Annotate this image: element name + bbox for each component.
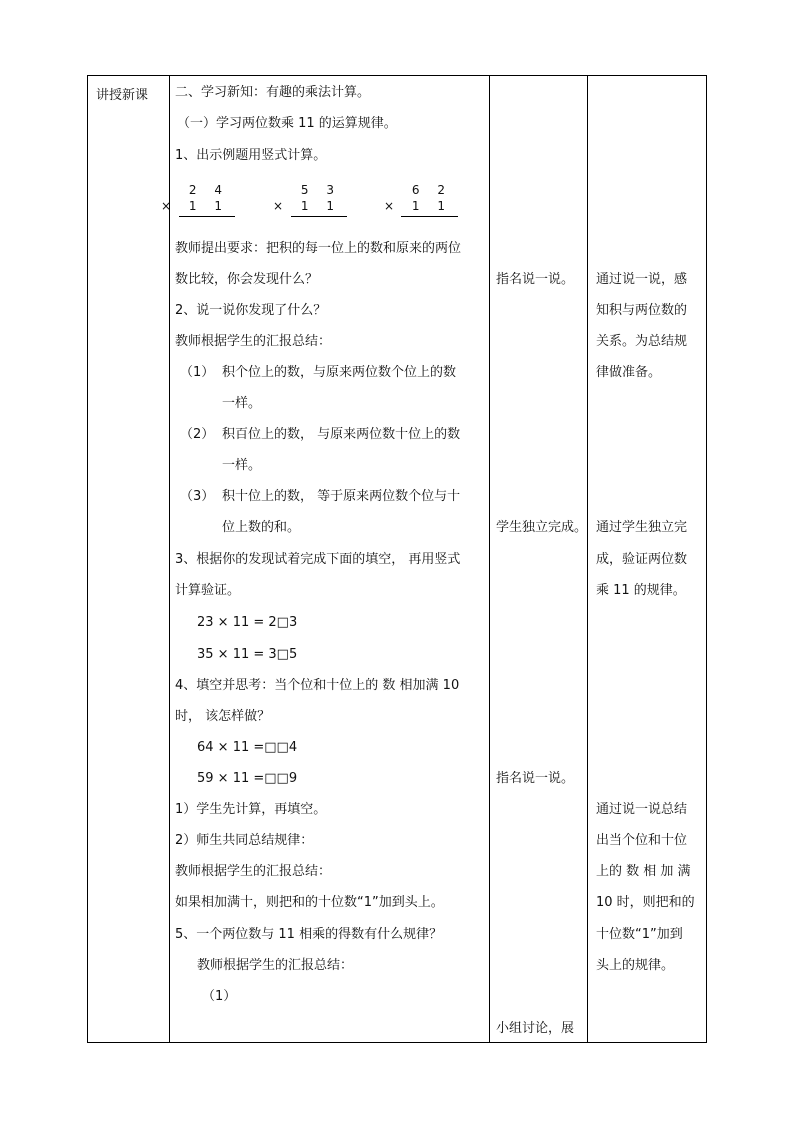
content-line: 教师根据学生的汇报总结： [175,334,332,349]
intent-text: 律做准备。 [596,365,662,380]
multiplicand: 5 3 [300,183,341,197]
content-line: 教师提出要求：把积的每一位上的数和原来的两位 [175,241,462,256]
equation: 59 × 11 =□□9 [197,771,298,786]
content-line: 教师根据学生的汇报总结： [197,958,354,973]
multiplicand: 6 2 [411,183,452,197]
content-line: 2、说一说你发现了什么？ [175,303,327,318]
content-line: 4、填空并思考：当个位和十位上的 数 相加满 10 [175,678,460,693]
intent-text: 出当个位和十位 [596,833,688,848]
intent-text: 成，验证两位数 [596,552,688,567]
vertical-multiplication [273,183,341,219]
equation: 64 × 11 =□□4 [197,740,298,755]
point-text: 位上数的和。 [222,520,301,535]
activity-text: 小组讨论，展 [496,1021,575,1036]
intent-text: 通过说一说，感 [596,272,688,287]
point-number: （1） [202,989,237,1004]
lesson-table [87,75,707,1043]
point-text: 积十位上的数， 等于原来两位数个位与十 [222,489,461,504]
section-label: 讲授新课 [96,88,149,103]
intent-text: 上的 数 相 加 满 [596,864,691,879]
intent-text: 关系。为总结规 [596,334,688,349]
content-line: 3、根据你的发现试着完成下面的填空， 再用竖式 [175,552,461,567]
multiplier: × 1 1 [273,199,341,213]
intent-text: 十位数“1”加到 [596,927,683,942]
point-text: 一样。 [222,396,262,411]
point-text: 一样。 [222,458,262,473]
subheading: （一）学习两位数乘 11 的运算规律。 [177,116,397,131]
point-number: （3） [180,489,215,504]
point-text: 积个位上的数，与原来两位数个位上的数 [222,365,457,380]
content-line: 如果相加满十，则把和的十位数“1”加到头上。 [175,895,444,910]
activity-text: 学生独立完成。 [496,520,588,535]
content-line: 2）师生共同总结规律： [175,833,314,848]
column-divider [489,76,490,1042]
equation: 35 × 11 = 3□5 [197,647,298,662]
activity-text: 指名说一说。 [496,771,575,786]
equation: 23 × 11 = 2□3 [197,615,298,630]
vertical-multiplication [161,183,229,219]
multiplicand: 2 4 [188,183,229,197]
underline [179,216,235,217]
column-divider [169,76,170,1042]
point-text: 积百位上的数， 与原来两位数十位上的数 [222,427,461,442]
content-line: 1）学生先计算，再填空。 [175,802,327,817]
heading-learn-new: 二、学习新知：有趣的乘法计算。 [175,85,371,100]
intent-text: 通过说一说总结 [596,802,688,817]
content-line: 时， 该怎样做？ [175,709,271,724]
intent-text: 知积与两位数的 [596,303,688,318]
content-line: 1、出示例题用竖式计算。 [175,148,327,163]
underline [291,216,347,217]
underline [401,216,458,217]
column-divider [587,76,588,1042]
intent-text: 乘 11 的规律。 [596,583,686,598]
multiplier: × 1 1 [161,199,229,213]
content-line: 数比较，你会发现什么？ [175,272,319,287]
intent-text: 10 时，则把和的 [596,895,695,910]
activity-text: 指名说一说。 [496,272,575,287]
multiplier: × 1 1 [384,199,452,213]
intent-text: 头上的规律。 [596,958,675,973]
content-line: 计算验证。 [175,583,241,598]
intent-text: 通过学生独立完 [596,520,688,535]
vertical-multiplication [384,183,452,219]
point-number: （2） [180,427,215,442]
point-number: （1） [180,365,215,380]
content-line: 5、一个两位数与 11 相乘的得数有什么规律？ [175,927,443,942]
content-line: 教师根据学生的汇报总结： [175,864,332,879]
